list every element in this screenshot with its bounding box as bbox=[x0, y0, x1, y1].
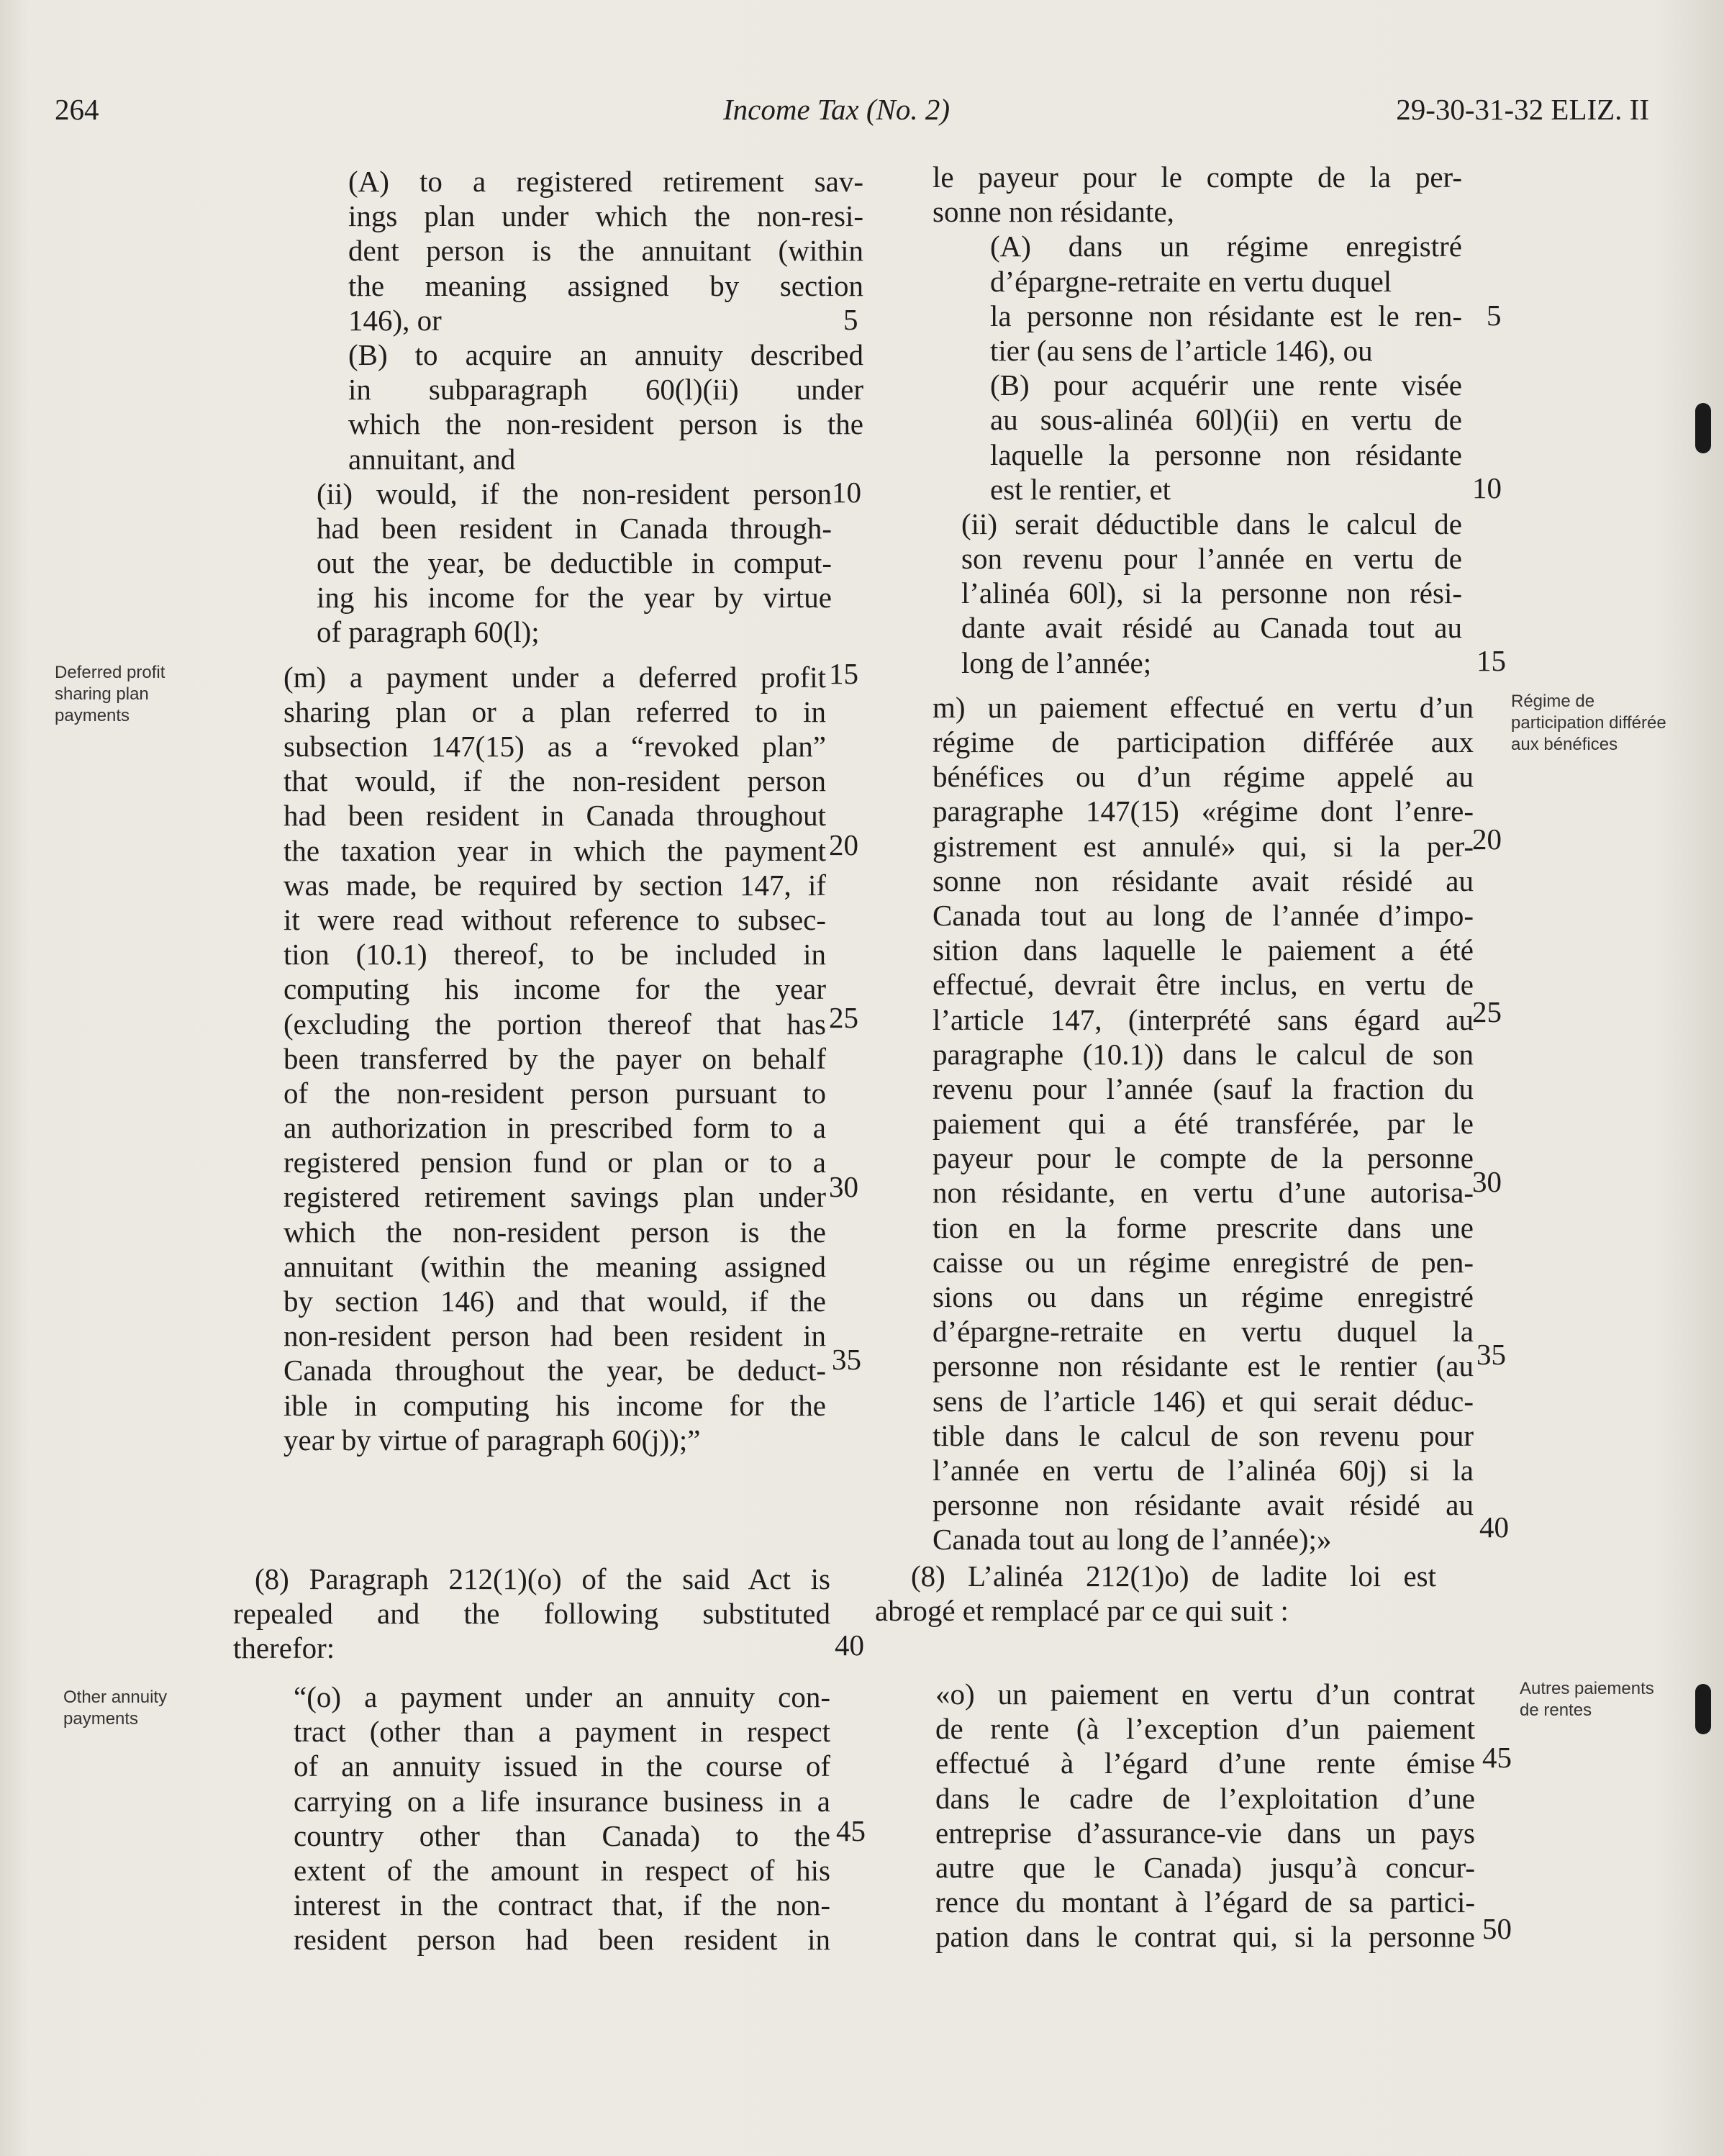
line-number: 15 bbox=[829, 657, 858, 690]
text-line: dante avait résidé au Canada tout au bbox=[961, 611, 1462, 645]
text-line: (8) L’alinéa 212(1)o) de ladite loi est bbox=[911, 1559, 1436, 1593]
text-line: sharing plan or a plan referred to in bbox=[283, 694, 826, 728]
text-line: de rente (à l’exception d’un paiement bbox=[935, 1712, 1475, 1746]
paragraph-o-french bbox=[935, 1677, 1475, 1955]
text-line: 146), or bbox=[348, 303, 442, 337]
text-line: been transferred by the payer on behalf bbox=[283, 1041, 826, 1075]
line-number: 30 bbox=[829, 1170, 858, 1203]
text-line: pation dans le contrat qui, si la personne bbox=[935, 1920, 1475, 1954]
text-line: long de l’année; bbox=[961, 646, 1152, 679]
text-line: l’année en vertu de l’alinéa 60j) si la bbox=[933, 1453, 1474, 1487]
text-line: «o) un paiement en vertu d’un contrat bbox=[935, 1677, 1475, 1711]
text-line: d’épargne-retraite en vertu duquel bbox=[990, 264, 1392, 298]
paragraph-m-french bbox=[933, 690, 1474, 1557]
text-line: year by virtue of paragraph 60(j));” bbox=[283, 1423, 701, 1457]
text-line: m) un paiement effectué en vertu d’un bbox=[933, 690, 1474, 724]
line-number: 20 bbox=[1472, 823, 1502, 856]
text-line: had been resident in Canada through- bbox=[317, 511, 832, 545]
text-line: ible in computing his income for the bbox=[283, 1388, 826, 1422]
text-line: was made, be required by section 147, if bbox=[283, 868, 826, 902]
binding-hole bbox=[1695, 403, 1711, 453]
text-line: it were read without reference to subsec- bbox=[283, 902, 826, 936]
text-line: personne non résidante est le rentier (au bbox=[933, 1349, 1474, 1383]
line-number: 5 bbox=[1487, 299, 1502, 332]
text-line: country other than Canada) to the bbox=[294, 1818, 830, 1852]
text-line: l’article 147, (interprété sans égard au bbox=[933, 1002, 1474, 1036]
margin-note-autres-paiements: Autres paiements de rentes bbox=[1520, 1679, 1654, 1720]
text-line: gistrement est annulé» qui, si la per- bbox=[933, 829, 1474, 863]
text-line: d’épargne-retraite en vertu duquel la bbox=[933, 1315, 1474, 1349]
clause-a-b bbox=[283, 164, 863, 476]
text-line: which the non-resident person is the bbox=[348, 407, 863, 441]
text-line: (8) Paragraph 212(1)(o) of the said Act is bbox=[255, 1562, 830, 1595]
text-line: resident person had been resident in bbox=[294, 1923, 830, 1957]
text-line: non résidante, en vertu d’une autorisa- bbox=[933, 1176, 1474, 1210]
text-line: personne non résidante avait résidé au bbox=[933, 1488, 1474, 1522]
line-number: 30 bbox=[1472, 1165, 1502, 1198]
text-line: sonne non résidante avait résidé au bbox=[933, 864, 1474, 897]
text-line: paragraphe 147(15) «régime dont l’enre- bbox=[933, 794, 1474, 828]
paragraph-m bbox=[283, 660, 826, 1457]
text-line: therefor: bbox=[233, 1631, 335, 1665]
text-line: repealed and the following substituted bbox=[233, 1597, 830, 1631]
line-number: 15 bbox=[1476, 644, 1506, 677]
paragraph-o-english bbox=[294, 1680, 830, 1957]
margin-note-deferred-profit: Deferred profit sharing plan payments bbox=[55, 663, 165, 725]
text-line: (ii) serait déductible dans le calcul de bbox=[961, 507, 1462, 540]
text-line: rence du montant à l’égard de sa partici- bbox=[935, 1885, 1475, 1919]
text-line: dent person is the annuitant (within bbox=[348, 234, 863, 268]
text-line: ing his income for the year by virtue bbox=[317, 581, 832, 615]
text-line: sonne non résidante, bbox=[933, 195, 1174, 229]
text-line: dans le cadre de l’exploitation d’une bbox=[935, 1781, 1475, 1815]
text-line: autre que le Canada) jusqu’à concur- bbox=[935, 1850, 1475, 1884]
text-line: revenu pour l’année (sauf la fraction du bbox=[933, 1072, 1474, 1105]
text-line: effectué, devrait être inclus, en vertu de bbox=[933, 968, 1474, 1002]
text-line: paiement qui a été transférée, par le bbox=[933, 1107, 1474, 1141]
text-line: which the non-resident person is the bbox=[283, 1215, 826, 1249]
text-line: Canada tout au long de l’année);» bbox=[933, 1523, 1332, 1557]
line-number: 5 bbox=[843, 303, 858, 336]
text-line: tion (10.1) thereof, to be included in bbox=[283, 938, 826, 971]
text-line: computing his income for the year bbox=[283, 972, 826, 1006]
text-line: extent of the amount in respect of his bbox=[294, 1853, 830, 1887]
text-line: sition dans laquelle le paiement a été bbox=[933, 933, 1474, 967]
text-line: le payeur pour le compte de la per- bbox=[933, 160, 1462, 194]
text-line: tion en la forme prescrite dans une bbox=[933, 1210, 1474, 1244]
text-line: had been resident in Canada throughout bbox=[283, 799, 826, 833]
text-line: Canada tout au long de l’année d’impo- bbox=[933, 898, 1474, 932]
text-line: l’alinéa 60l), si la personne non rési- bbox=[961, 576, 1462, 610]
text-line: of the non-resident person pursuant to bbox=[283, 1076, 826, 1110]
text-line: out the year, be deductible in comput- bbox=[317, 546, 832, 580]
text-line: tract (other than a payment in respect bbox=[294, 1715, 830, 1749]
text-line: (ii) would, if the non-resident person bbox=[317, 476, 832, 510]
text-line: effectué à l’égard d’une rente émise bbox=[935, 1747, 1475, 1780]
text-line: ings plan under which the non-resi- bbox=[348, 199, 863, 233]
text-line: (m) a payment under a deferred profit bbox=[283, 660, 826, 694]
subsection-8-french bbox=[875, 1559, 1472, 1628]
text-line: caisse ou un régime enregistré de pen- bbox=[933, 1245, 1474, 1279]
text-line: est le rentier, et bbox=[990, 472, 1171, 506]
line-number: 45 bbox=[836, 1814, 866, 1847]
text-line: interest in the contract that, if the non- bbox=[294, 1888, 830, 1922]
text-line: annuitant, and bbox=[348, 442, 516, 476]
text-line: of paragraph 60(l); bbox=[317, 615, 540, 649]
line-number: 25 bbox=[1472, 995, 1502, 1028]
text-line: (B) to acquire an annuity described bbox=[348, 338, 863, 371]
text-line: abrogé et remplacé par ce qui suit : bbox=[875, 1594, 1289, 1628]
text-line: laquelle la personne non résidante bbox=[990, 438, 1462, 471]
text-line: an authorization in prescribed form to a bbox=[283, 1111, 826, 1145]
text-line: non-resident person had been resident in bbox=[283, 1319, 826, 1353]
text-line: by section 146) and that would, if the bbox=[283, 1285, 826, 1318]
text-line: entreprise d’assurance-vie dans un pays bbox=[935, 1816, 1475, 1849]
subsection-8-english bbox=[233, 1562, 830, 1666]
text-line: (excluding the portion thereof that has bbox=[283, 1007, 826, 1041]
text-line: paragraphe (10.1)) dans le calcul de son bbox=[933, 1037, 1474, 1071]
line-number: 25 bbox=[829, 1001, 858, 1034]
text-line: au sous-alinéa 60l)(ii) en vertu de bbox=[990, 403, 1462, 437]
text-line: bénéfices ou d’un régime appelé au bbox=[933, 760, 1474, 794]
text-line: sions ou dans un régime enregistré bbox=[933, 1280, 1474, 1313]
text-line: la personne non résidante est le ren- bbox=[990, 299, 1462, 332]
line-number: 40 bbox=[1479, 1510, 1509, 1544]
text-line: the meaning assigned by section bbox=[348, 268, 863, 302]
text-line: tible dans le calcul de son revenu pour bbox=[933, 1418, 1474, 1452]
text-line: Canada throughout the year, be deduct- bbox=[283, 1354, 826, 1387]
text-line: (A) to a registered retirement sav- bbox=[348, 165, 863, 198]
line-number: 20 bbox=[829, 828, 858, 861]
text-line: in subparagraph 60(l)(ii) under bbox=[348, 373, 863, 407]
page-number: 264 bbox=[55, 93, 99, 126]
english-column bbox=[283, 164, 871, 1457]
text-line: registered retirement savings plan under bbox=[283, 1180, 826, 1214]
page-title: Income Tax (No. 2) bbox=[723, 93, 951, 126]
margin-note-other-annuity: Other annuity payments bbox=[63, 1688, 168, 1729]
text-line: that would, if the non-resident person bbox=[283, 764, 826, 798]
text-line: sens de l’article 146) et qui serait déduc- bbox=[933, 1384, 1474, 1418]
text-line: subsection 147(15) as a “revoked plan” bbox=[283, 730, 826, 763]
text-line: son revenu pour l’année en vertu de bbox=[961, 542, 1462, 576]
text-line: of an annuity issued in the course of bbox=[294, 1749, 830, 1783]
text-line: régime de participation différée aux bbox=[933, 725, 1474, 758]
line-number: 50 bbox=[1482, 1912, 1512, 1945]
text-line: the taxation year in which the payment bbox=[283, 833, 826, 867]
margin-note-regime-participation: Régime de participation différée aux bénéfices bbox=[1511, 692, 1666, 754]
text-line: “(o) a payment under an annuity con- bbox=[294, 1680, 830, 1713]
line-number: 10 bbox=[832, 476, 861, 509]
binding-hole bbox=[1695, 1684, 1711, 1734]
line-number: 35 bbox=[1476, 1338, 1506, 1371]
line-number: 45 bbox=[1482, 1741, 1512, 1774]
text-line: tier (au sens de l’article 146), ou bbox=[990, 333, 1373, 367]
text-line: (B) pour acquérir une rente visée bbox=[990, 368, 1462, 402]
text-line: carrying on a life insurance business in a bbox=[294, 1784, 830, 1818]
clause-ii bbox=[283, 476, 832, 650]
line-number: 40 bbox=[835, 1629, 864, 1662]
line-number: 35 bbox=[832, 1343, 861, 1376]
regnal-year: 29-30-31-32 ELIZ. II bbox=[1396, 93, 1649, 126]
french-column bbox=[933, 160, 1523, 1557]
clause-top-french bbox=[933, 160, 1462, 680]
text-line: (A) dans un régime enregistré bbox=[990, 230, 1462, 263]
text-line: annuitant (within the meaning assigned bbox=[283, 1249, 826, 1283]
text-line: payeur pour le compte de la personne bbox=[933, 1141, 1474, 1175]
text-line: registered pension fund or plan or to a bbox=[283, 1146, 826, 1179]
line-number: 10 bbox=[1472, 471, 1502, 504]
